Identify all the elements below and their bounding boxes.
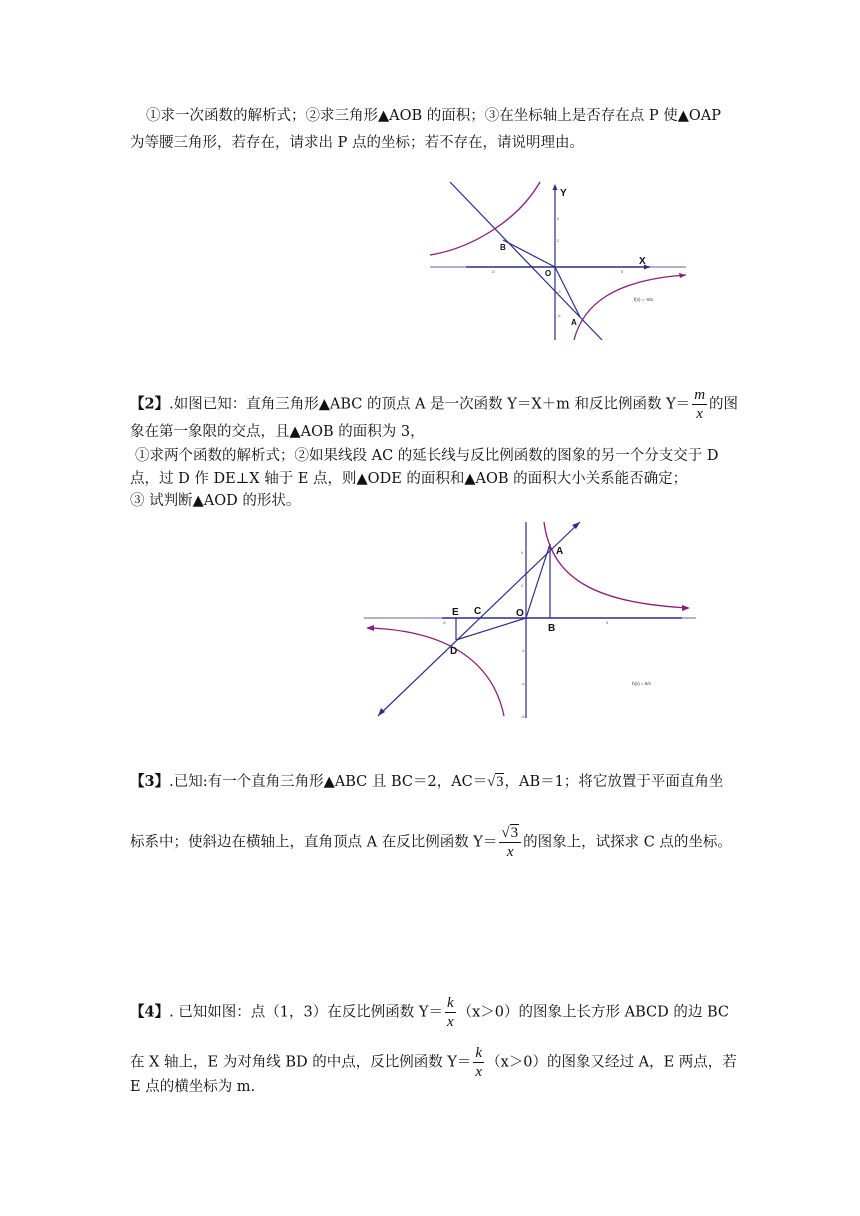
label-a: A (556, 546, 564, 557)
problem-3-number: 【3】 (130, 773, 170, 790)
fraction-k-over-x-2: $\frac{k}{x}$ (475, 1045, 483, 1080)
svg-text:-6: -6 (521, 714, 525, 719)
problem-2-text-a: .如图已知：直角三角形▲ABC 的顶点 A 是一次函数 Y＝X＋m 和反比例函数 Y＝ (169, 396, 691, 413)
problem-2-line-1 (130, 386, 738, 423)
problem-3-text-d: 的图象上，试探求 C 点的坐标。 (523, 834, 732, 851)
problem-2-line-5: ③ 试判断▲AOD 的形状。 (130, 493, 301, 509)
problem-3-line-1 (130, 772, 723, 792)
problem-4-text-b: （x＞0）的图象上长方形 ABCD 的边 BC (457, 1004, 729, 1021)
problem-3-text-c: 标系中；使斜边在横轴上，直角顶点 A 在反比例函数 Y＝ (130, 834, 498, 851)
problem-4-line-1 (130, 994, 729, 1031)
problem-4-text-a: . 已知如图：点（1，3）在反比例函数 Y＝ (169, 1004, 443, 1021)
label-e: E (452, 607, 459, 618)
arrow-icon (378, 708, 385, 716)
svg-text:-4: -4 (557, 313, 561, 318)
function-label: f(x) = -8/x (634, 297, 654, 302)
segment-ob (503, 240, 555, 267)
svg-text:2: 2 (521, 583, 524, 588)
label-x: X (639, 256, 646, 267)
sqrt-3: √3 (487, 774, 504, 790)
hyperbola-branch-lower-right (574, 275, 686, 340)
label-d: D (450, 646, 458, 657)
fraction-m-over-x: $\frac{m}{x}$ (694, 387, 706, 422)
segment-oa (526, 544, 550, 618)
svg-text:-2: -2 (521, 648, 525, 653)
hyperbola-branch-third-quadrant (368, 628, 504, 716)
label-c: C (474, 606, 482, 617)
label-y: Y (560, 188, 567, 199)
problem-2-line-2: 象在第一象限的交点，且▲AOB 的面积为 3， (130, 424, 425, 440)
svg-text:2: 2 (557, 238, 560, 243)
function-label: h(x) = 6/x (632, 681, 651, 686)
problem-3-text-a: .已知:有一个直角三角形▲ABC 且 BC＝2，AC＝ (169, 774, 488, 790)
fraction-sqrt3-over-x: $\frac{√3}{x}$ (499, 824, 521, 861)
problem-4-text-d: （x＞0）的图象又经过 A，E 两点，若 (486, 1054, 737, 1071)
fraction-k-over-x: $\frac{k}{x}$ (446, 995, 454, 1030)
label-a: A (571, 318, 577, 327)
intro-line-1: ①求一次函数的解析式；②求三角形▲AOB 的面积；③在坐标轴上是否存在点 P 使▲OAP (146, 108, 722, 124)
problem-4-text-c: 在 X 轴上，E 为对角线 BD 的中点，反比例函数 Y＝ (130, 1054, 472, 1071)
figure-1-graph (428, 180, 690, 342)
problem-2-line-4: 点，过 D 作 DE⊥X 轴于 E 点，则▲ODE 的面积和▲AOB 的面积大小关系能否确定； (130, 471, 688, 487)
figure-2-graph (362, 518, 696, 722)
segment-od (456, 618, 526, 640)
label-b: B (548, 623, 556, 634)
problem-2-number: 【2】 (130, 395, 170, 413)
svg-text:5: 5 (606, 620, 609, 625)
svg-text:5: 5 (557, 216, 560, 221)
svg-text:4: 4 (521, 550, 524, 555)
problem-2-line-3: ①求两个函数的解析式；②如果线段 AC 的延长线与反比例函数的图象的另一个分支交于 D (135, 448, 719, 464)
hyperbola-branch-first-quadrant (544, 522, 688, 608)
problem-3-line-2 (130, 824, 732, 861)
svg-text:-4: -4 (521, 681, 525, 686)
svg-text:-5: -5 (442, 620, 446, 625)
problem-4-line-2 (130, 1044, 737, 1081)
label-b: B (500, 243, 506, 252)
label-o: O (545, 269, 552, 278)
y-arrow-icon (553, 184, 558, 190)
problem-4-number: 【4】 (130, 1003, 170, 1021)
label-o: O (516, 608, 524, 619)
svg-text:5: 5 (621, 269, 624, 274)
problem-4-line-3: E 点的横坐标为 m. (130, 1079, 256, 1095)
svg-text:-5: -5 (491, 269, 495, 274)
svg-text:-2: -2 (557, 289, 561, 294)
problem-2-text-b: 的图 (709, 396, 739, 413)
problem-3-text-b: ，AB＝1；将它放置于平面直角坐 (504, 774, 724, 790)
intro-line-2: 为等腰三角形，若存在，请求出 P 点的坐标；若不存在，请说明理由。 (130, 135, 584, 151)
